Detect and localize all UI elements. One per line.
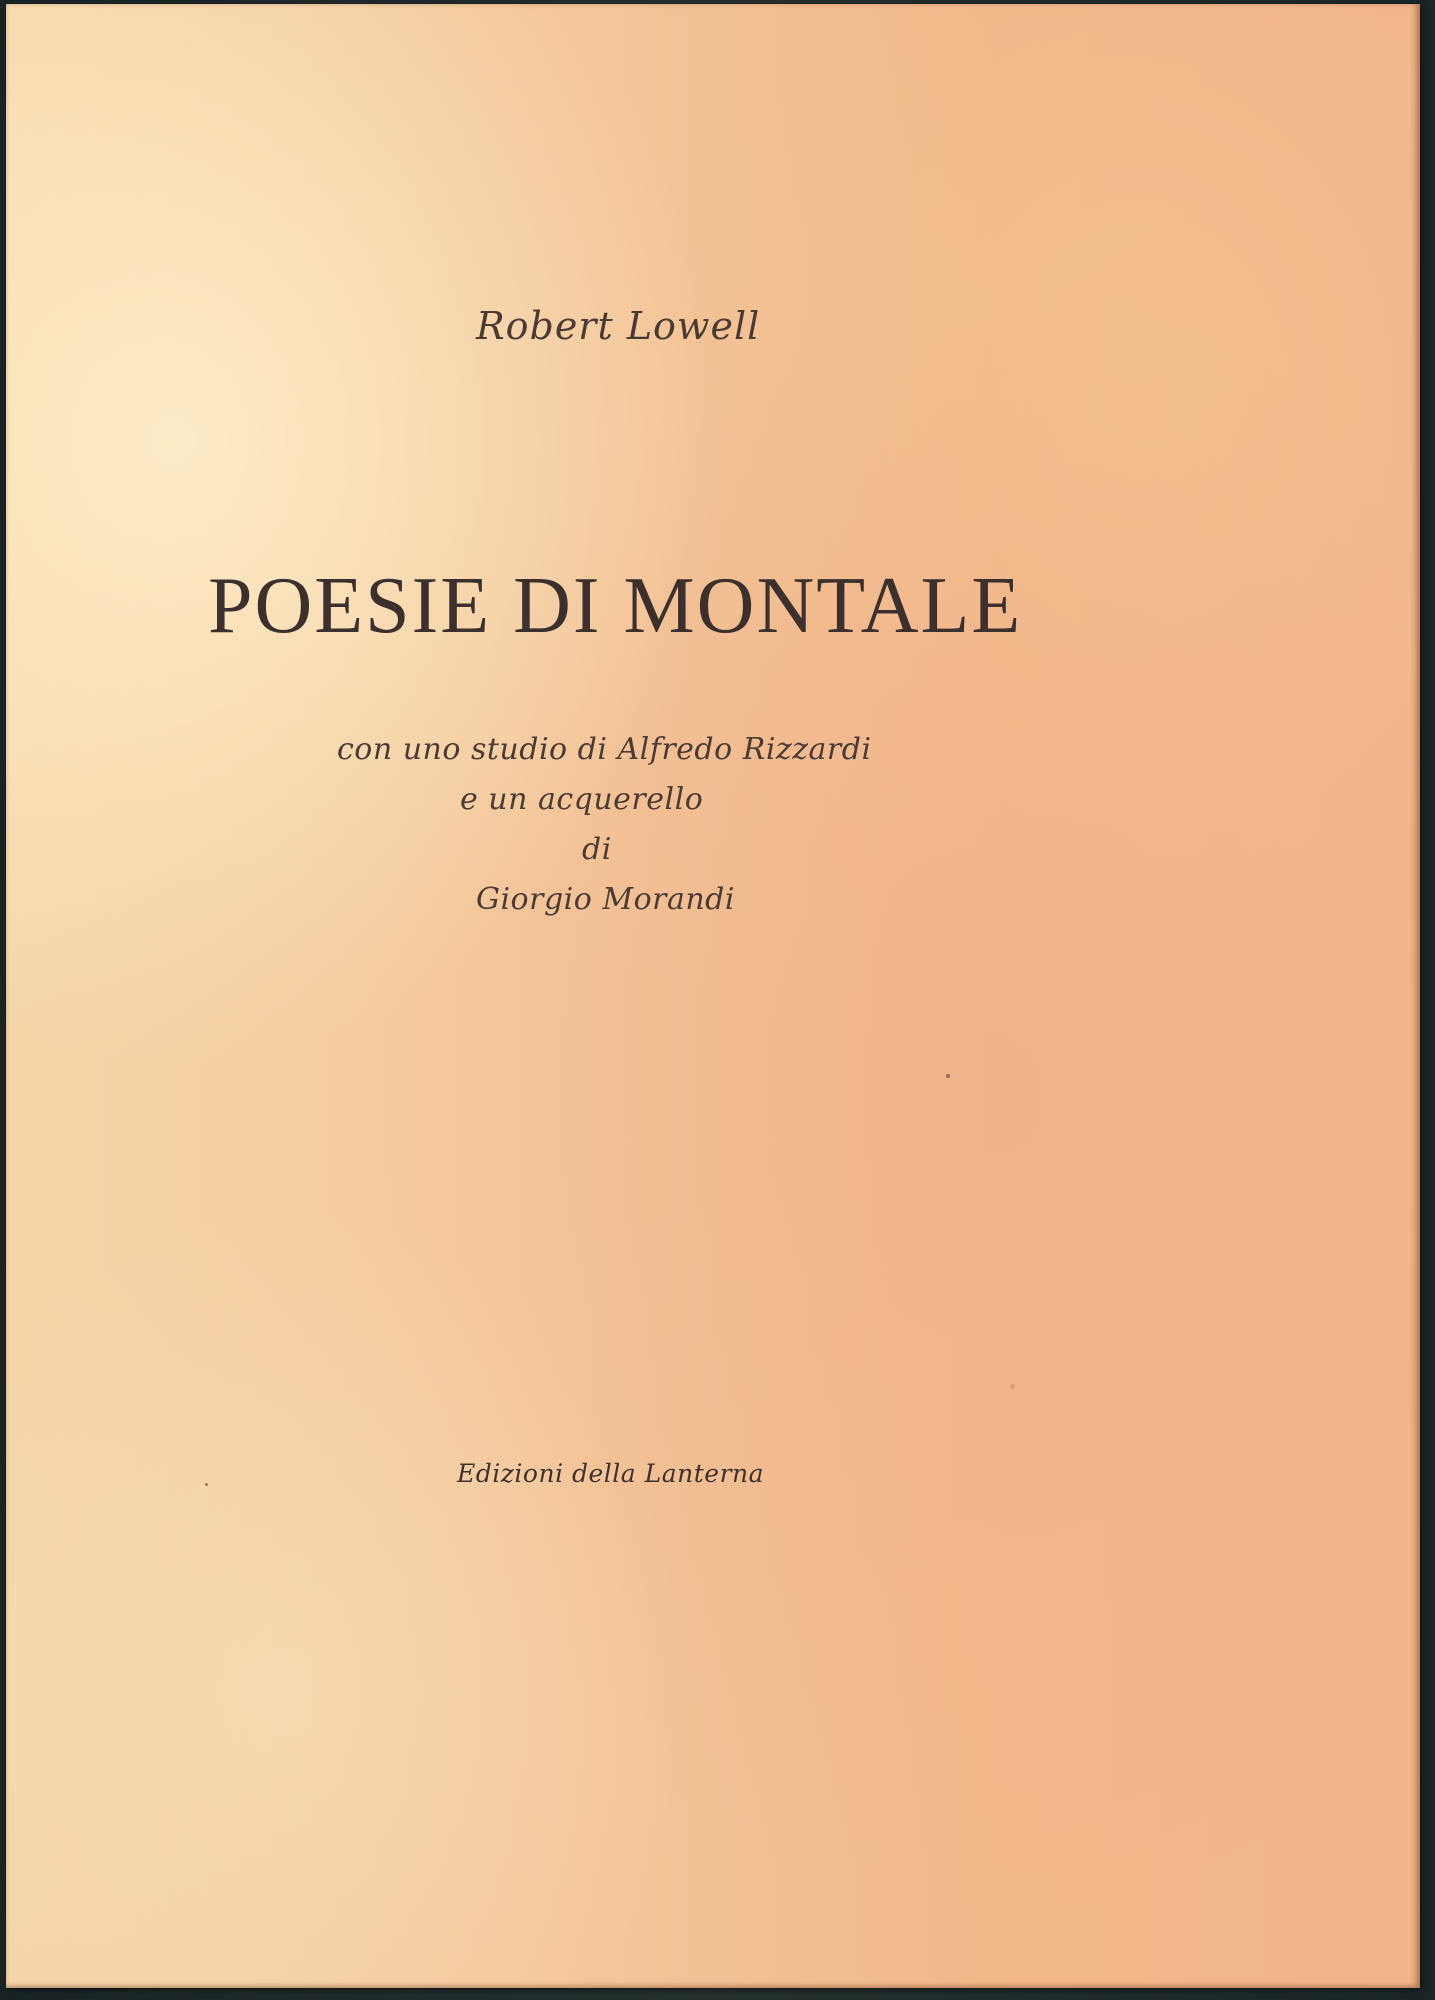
book-cover (6, 4, 1420, 1988)
subtitle-line: con uno studio di Alfredo Rizzardi (337, 732, 872, 767)
paper-speck (1010, 1384, 1015, 1389)
subtitle-line: di (582, 832, 612, 867)
paper-speck (946, 1074, 950, 1078)
publisher-name: Edizioni della Lanterna (457, 1459, 765, 1488)
book-title: POESIE DI MONTALE (208, 562, 1023, 650)
paper-speck (205, 1483, 208, 1486)
author-name: Robert Lowell (476, 304, 761, 348)
subtitle-line: Giorgio Morandi (476, 882, 735, 917)
subtitle-line: e un acquerello (460, 782, 704, 817)
